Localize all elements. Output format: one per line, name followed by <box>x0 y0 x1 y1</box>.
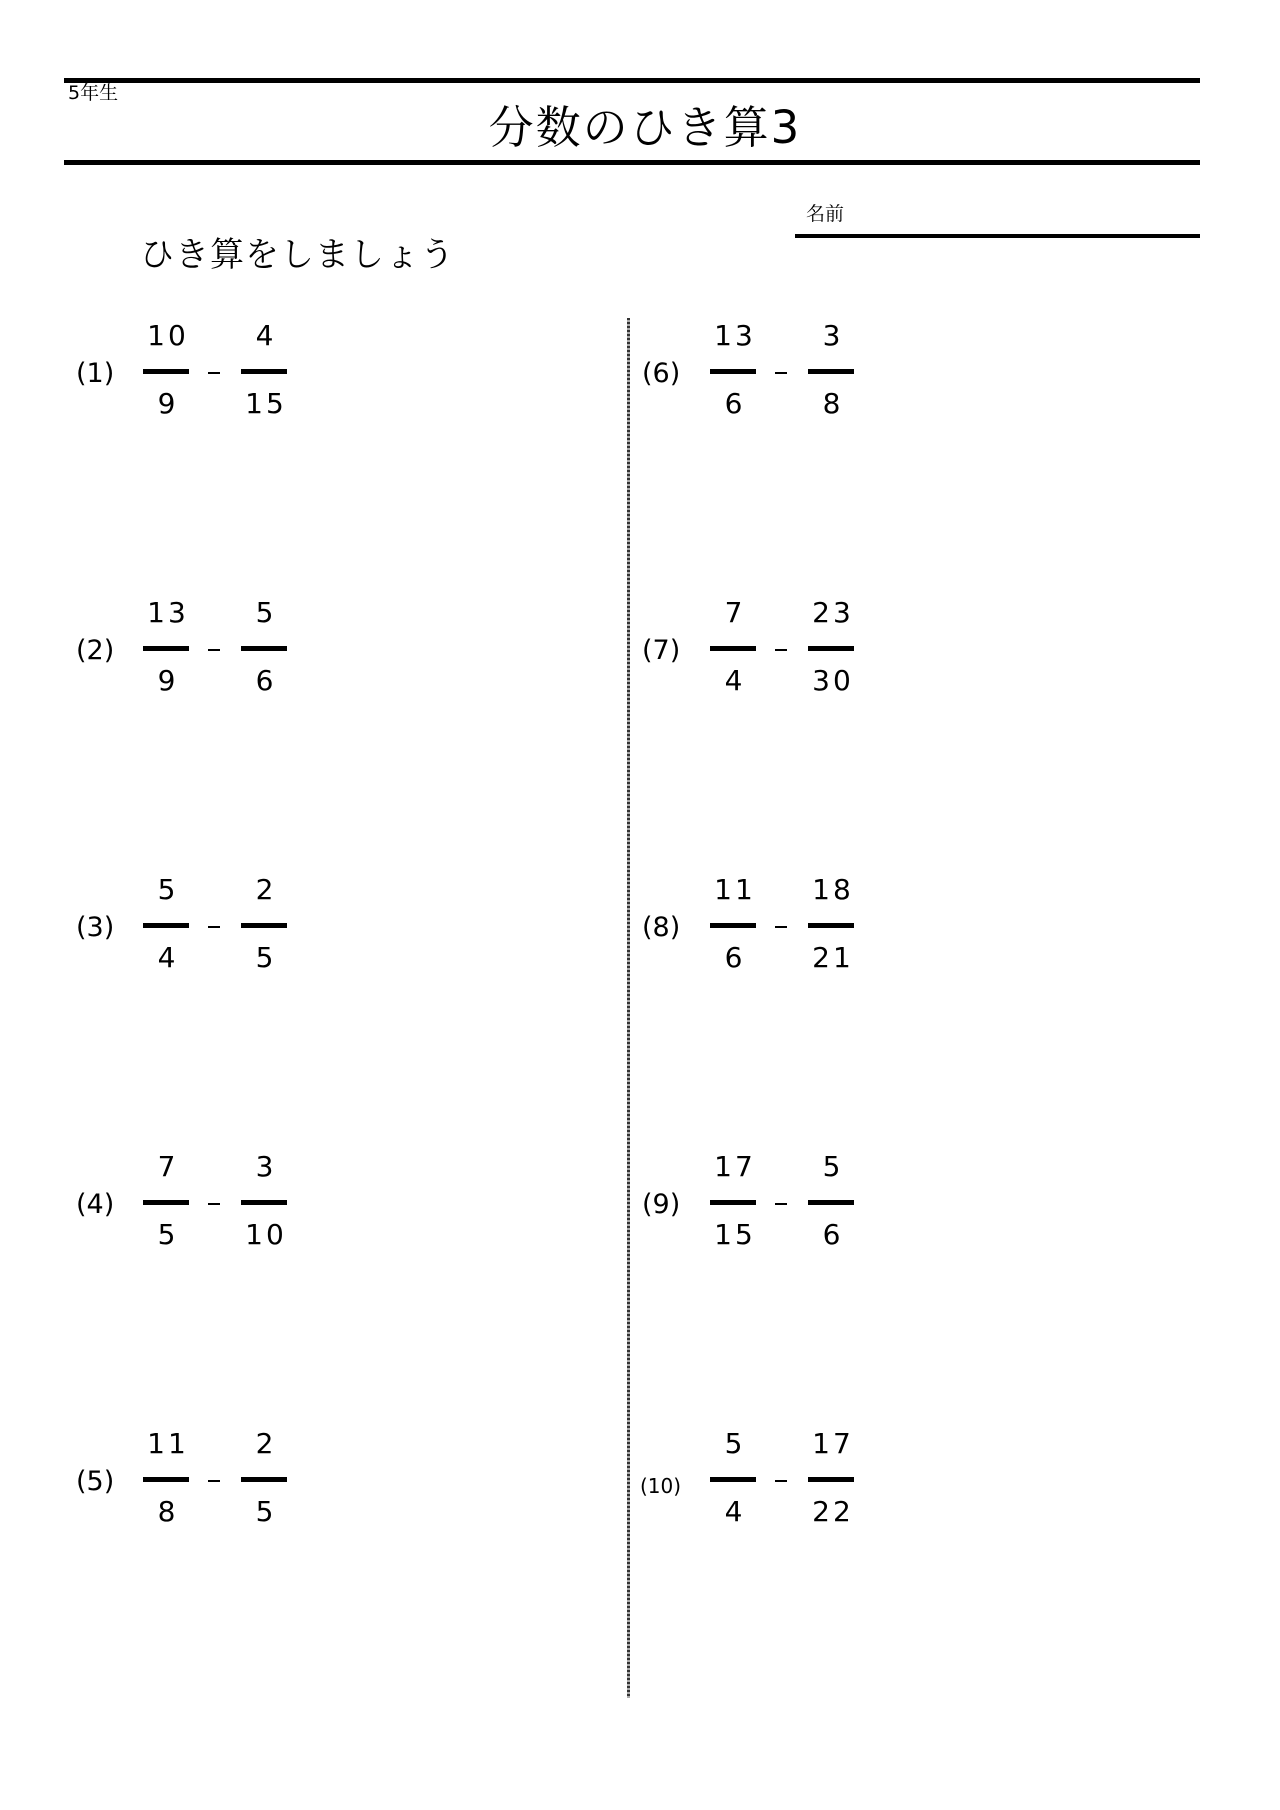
fraction-a <box>710 1151 760 1261</box>
fraction-a <box>143 1151 193 1261</box>
fraction-bar <box>710 646 756 651</box>
numerator: 2 <box>255 1427 277 1460</box>
numerator: 10 <box>147 319 189 352</box>
fraction-bar <box>143 1200 189 1205</box>
fraction-bar <box>808 646 854 651</box>
fraction-a <box>710 874 760 984</box>
numerator: 13 <box>714 319 756 352</box>
fraction-b <box>241 874 291 984</box>
problem-number: (8) <box>642 912 681 943</box>
fraction-bar <box>143 369 189 374</box>
numerator: 18 <box>812 873 854 906</box>
fraction-bar <box>808 369 854 374</box>
denominator: 9 <box>157 664 179 697</box>
problem-number: (9) <box>642 1189 681 1220</box>
problem-3 <box>76 874 376 984</box>
name-label: 名前 <box>806 203 845 225</box>
numerator: 5 <box>157 873 179 906</box>
minus-sign <box>775 372 787 374</box>
denominator: 5 <box>255 1495 277 1528</box>
fraction-bar <box>241 923 287 928</box>
fraction-b <box>808 1151 858 1261</box>
problem-number: (3) <box>76 912 115 943</box>
numerator: 2 <box>255 873 277 906</box>
problem-number: (2) <box>76 635 115 666</box>
denominator: 5 <box>255 941 277 974</box>
fraction-bar <box>241 1200 287 1205</box>
numerator: 3 <box>822 319 844 352</box>
problem-2 <box>76 597 376 707</box>
minus-sign <box>208 649 220 651</box>
numerator: 5 <box>822 1150 844 1183</box>
denominator: 6 <box>724 941 746 974</box>
numerator: 11 <box>147 1427 189 1460</box>
fraction-bar <box>143 923 189 928</box>
denominator: 6 <box>255 664 277 697</box>
numerator: 7 <box>157 1150 179 1183</box>
problem-number: (7) <box>642 635 681 666</box>
fraction-a <box>710 597 760 707</box>
fraction-a <box>143 1428 193 1538</box>
problem-4 <box>76 1151 376 1261</box>
minus-sign <box>208 1480 220 1482</box>
problem-number: (1) <box>76 358 115 389</box>
minus-sign <box>775 649 787 651</box>
minus-sign <box>775 1203 787 1205</box>
denominator: 15 <box>245 387 287 420</box>
minus-sign <box>208 926 220 928</box>
problem-7 <box>642 597 942 707</box>
fraction-b <box>241 1428 291 1538</box>
fraction-bar <box>710 1200 756 1205</box>
fraction-bar <box>241 646 287 651</box>
denominator: 6 <box>724 387 746 420</box>
fraction-a <box>710 1428 760 1538</box>
denominator: 15 <box>714 1218 756 1251</box>
grade-label: 5年生 <box>68 82 119 104</box>
fraction-b <box>808 874 858 984</box>
minus-sign <box>208 1203 220 1205</box>
fraction-bar <box>241 369 287 374</box>
fraction-bar <box>808 1477 854 1482</box>
problem-1 <box>76 320 376 430</box>
problem-number: (4) <box>76 1189 115 1220</box>
problem-number: (5) <box>76 1466 115 1497</box>
numerator: 5 <box>255 596 277 629</box>
minus-sign <box>775 1480 787 1482</box>
numerator: 17 <box>812 1427 854 1460</box>
fraction-a <box>143 597 193 707</box>
fraction-a <box>710 320 760 430</box>
minus-sign <box>775 926 787 928</box>
denominator: 9 <box>157 387 179 420</box>
denominator: 6 <box>822 1218 844 1251</box>
problem-8 <box>642 874 942 984</box>
fraction-b <box>241 320 291 430</box>
problem-number: (10) <box>640 1474 682 1498</box>
fraction-b <box>241 597 291 707</box>
header-bottom-rule <box>64 160 1200 165</box>
fraction-bar <box>808 923 854 928</box>
denominator: 21 <box>812 941 854 974</box>
numerator: 13 <box>147 596 189 629</box>
fraction-bar <box>808 1200 854 1205</box>
problem-6 <box>642 320 942 430</box>
denominator: 4 <box>724 664 746 697</box>
fraction-bar <box>143 1477 189 1482</box>
numerator: 3 <box>255 1150 277 1183</box>
problem-9 <box>642 1151 942 1261</box>
denominator: 10 <box>245 1218 287 1251</box>
denominator: 8 <box>157 1495 179 1528</box>
fraction-a <box>143 874 193 984</box>
problem-number: (6) <box>642 358 681 389</box>
fraction-bar <box>710 923 756 928</box>
denominator: 5 <box>157 1218 179 1251</box>
instruction-text: ひき算をしましょう <box>140 235 455 275</box>
fraction-b <box>808 597 858 707</box>
fraction-b <box>808 1428 858 1538</box>
name-field-line[interactable] <box>795 234 1200 238</box>
numerator: 23 <box>812 596 854 629</box>
denominator: 30 <box>812 664 854 697</box>
fraction-bar <box>710 1477 756 1482</box>
denominator: 8 <box>822 387 844 420</box>
problem-5 <box>76 1428 376 1538</box>
numerator: 7 <box>724 596 746 629</box>
numerator: 4 <box>255 319 277 352</box>
column-divider <box>627 318 630 1698</box>
fraction-bar <box>241 1477 287 1482</box>
minus-sign <box>208 372 220 374</box>
denominator: 4 <box>724 1495 746 1528</box>
fraction-bar <box>143 646 189 651</box>
problem-10 <box>642 1428 942 1538</box>
denominator: 4 <box>157 941 179 974</box>
numerator: 5 <box>724 1427 746 1460</box>
numerator: 11 <box>714 873 756 906</box>
fraction-bar <box>710 369 756 374</box>
worksheet-title: 分数のひき算3 <box>488 101 802 154</box>
header-top-rule <box>64 78 1200 83</box>
denominator: 22 <box>812 1495 854 1528</box>
fraction-b <box>241 1151 291 1261</box>
fraction-a <box>143 320 193 430</box>
numerator: 17 <box>714 1150 756 1183</box>
fraction-b <box>808 320 858 430</box>
